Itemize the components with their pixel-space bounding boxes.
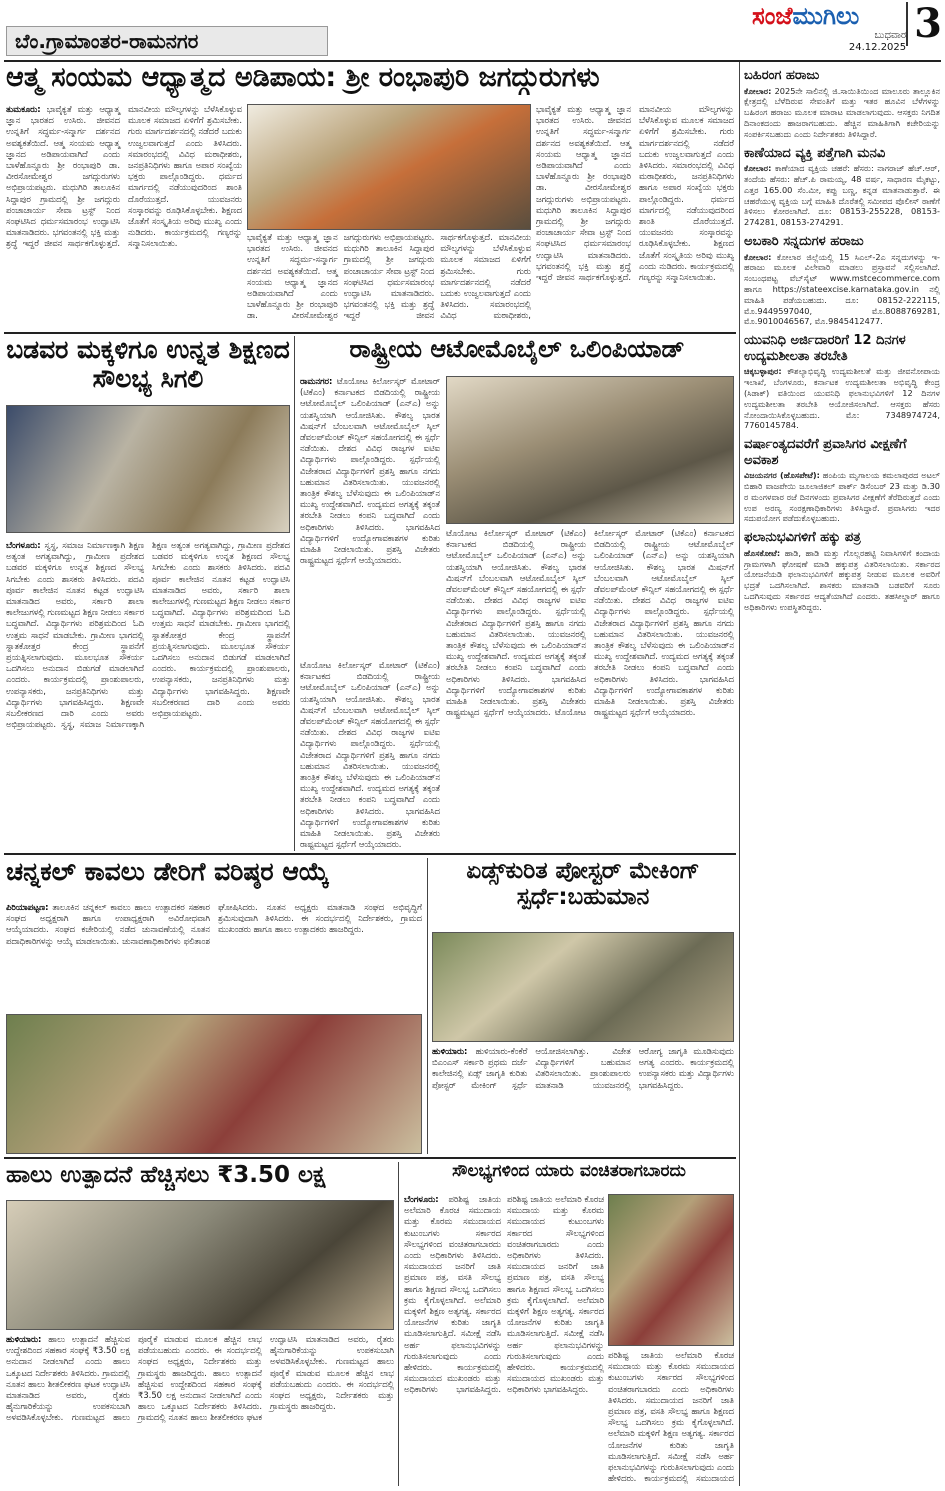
page-number: 3 xyxy=(906,2,942,46)
sidebar-item-zoo xyxy=(744,437,940,524)
milk-headline: ಹಾಲು ಉತ್ಪಾದನೆ ಹೆಚ್ಚಿಸಲು ₹3.50 ಲಕ್ಷ xyxy=(6,1162,326,1188)
sidebar-headline: ಕಾಣೆಯಾದ ವ್ಯಕ್ತಿ ಪತ್ತೆಗಾಗಿ ಮನವಿ xyxy=(744,145,886,161)
sidebar-item-auction xyxy=(744,68,940,140)
sidebar-text: ವಿಜಯನಗರ (ಹೊಸಪೇಟೆ): ಹಂಪಿಯ ಮೃಗಾಲಯ ಕಮಲಾಪುರದ ಅಟಲ್ ಬಿಹಾರಿ ವಾಜಪೇಯಿ ಜೂಲಾಜಿಕಲ್ ಪಾರ್ಕ್ ಡಿಸೆಂಬರ್ 23 ಮತ್ತು ಡಿ.30 ರ ಮಂಗಳವಾರ ರಜೆ ದಿನಗಳಂದು ಪ್ರವಾಸಿಗರ ವೀಕ್ಷಣೆಗೆ ತೆರೆದಿರುತ್ತದೆ ಎಂದು ಉಪ ಅರಣ್ಯ ಸಂರಕ್ಷಣಾಧಿಕಾರಿಗಳು ತಿಳಿಸಿದ್ದಾರೆ. ಪ್ರವಾಸಿಗರು ಇದರ ಸದುಪಯೋಗ ಪಡೆದುಕೊಳ್ಳಬಹುದು. xyxy=(744,470,940,524)
brand-logo: ಸಂಜೆಮುಗಿಲು xyxy=(752,2,860,30)
sidebar-headline: ಫಲಾನುಭವಿಗಳಿಗೆ ಹಕ್ಕು ಪತ್ರ xyxy=(744,530,861,546)
sidebar-text: ಚಿಕ್ಕಬಳ್ಳಾಪುರ: ಕೌಶಲ್ಯಾಭಿವೃದ್ಧಿ ಉದ್ಯಮಶೀಲತೆ ಮತ್ತು ಜೀವನೋಪಾಯ ಇಲಾಖೆ, ಬೆಂಗಳೂರು, ಕರ್ನಾಟಕ ಉದ್ಯಮಶೀಲತಾ ಅಭಿವೃದ್ಧಿ ಕೇಂದ್ರ (ಸಿಡಾಕ್) ವತಿಯಿಂದ ಯುವನಿಧಿ ಫಲಾನುಭವಿಗಳಿಗೆ 12 ದಿನಗಳ ಉದ್ಯಮಶೀಲತಾ ತರಬೇತಿ ಆಯೋಜಿಸಲಾಗಿದೆ. ಆಸಕ್ತರು ಹೆಸರು ನೋಂದಾಯಿಸಿಕೊಳ್ಳಬಹುದು. ಮೊ: 7348974724, 7760145784. xyxy=(744,366,940,431)
olympiad-body-top: ರಾಮನಗರ: ಟೊಯೋಟ ಕಿರ್ಲೋಸ್ಕರ್ ಮೋಟಾರ್ (ಟಿಕೆಎಂ) ಕರ್ನಾಟಕದ ಬಿಡದಿಯಲ್ಲಿ ರಾಷ್ಟ್ರೀಯ ಆಟೋಮೊಬೈಲ್ ಒಲಿಂಪಿಯಾಡ್ (ಎನ್‌ಎ) ಅನ್ನು ಯಶಸ್ವಿಯಾಗಿ ಆಯೋಜಿಸಿತು. ಕೌಶಲ್ಯ ಭಾರತ ಮಿಷನ್‌ಗೆ ಬೆಂಬಲವಾಗಿ ಆಟೋಮೊಬೈಲ್ ಸ್ಕಿಲ್ ಡೆವಲಪ್‌ಮೆಂಟ್ ಕೌನ್ಸಿಲ್ ಸಹಯೋಗದಲ್ಲಿ ಈ ಸ್ಪರ್ಧೆ ನಡೆಯಿತು. ದೇಶದ ವಿವಿಧ ರಾಜ್ಯಗಳ ಐಟಿಐ ವಿದ್ಯಾರ್ಥಿಗಳು ಪಾಲ್ಗೊಂಡಿದ್ದರು. ಸ್ಪರ್ಧೆಯಲ್ಲಿ ವಿಜೇತರಾದ ವಿದ್ಯಾರ್ಥಿಗಳಿಗೆ ಪ್ರಶಸ್ತಿ ಹಾಗೂ ನಗದು ಬಹುಮಾನ ವಿತರಿಸಲಾಯಿತು. ಯುವಜನರಲ್ಲಿ ತಾಂತ್ರಿಕ ಕೌಶಲ್ಯ ಬೆಳೆಸುವುದು ಈ ಒಲಿಂಪಿಯಾಡ್‌ನ ಮುಖ್ಯ ಉದ್ದೇಶವಾಗಿದೆ. ಉದ್ಯಮದ ಅಗತ್ಯಕ್ಕೆ ತಕ್ಕಂತೆ ತರಬೇತಿ ನೀಡಲು ಕಂಪನಿ ಬದ್ಧವಾಗಿದೆ ಎಂದು ಅಧಿಕಾರಿಗಳು ತಿಳಿಸಿದರು. ಭಾಗವಹಿಸಿದ ವಿದ್ಯಾರ್ಥಿಗಳಿಗೆ ಉದ್ಯೋಗಾವಕಾಶಗಳ ಕುರಿತು ಮಾಹಿತಿ ನೀಡಲಾಯಿತು. ಪ್ರಶಸ್ತಿ ವಿಜೇತರು ರಾಷ್ಟ್ರಮಟ್ಟದ ಸ್ಪರ್ಧೆಗೆ ಆಯ್ಕೆಯಾದರು. xyxy=(300,376,440,566)
olympiad-headline: ರಾಷ್ಟ್ರೀಯ ಆಟೋಮೊಬೈಲ್ ಒಲಿಂಪಿಯಾಡ್ xyxy=(349,336,685,363)
issue-day: ಬುಧವಾರ xyxy=(874,30,907,41)
lead-body-continued: ಭಾವೈಕ್ಯತೆ ಮತ್ತು ಆಧ್ಯಾತ್ಮ ಜ್ಞಾನ ಭಾರತದ ಉಸಿರು. ಜೀವನದ ಉನ್ನತಿಗೆ ಸದ್ಧರ್ಮ-ಸನ್ಮಾರ್ಗ ದರ್ಶನದ ಅವಶ್ಯಕತೆಯಿದೆ. ಆತ್ಮ ಸಂಯಮ ಆಧ್ಯಾತ್ಮ ಜ್ಞಾನದ ಅಡಿಪಾಯವಾಗಿದೆ ಎಂದು ಬಾಳೆಹೊನ್ನೂರು ಶ್ರೀ ರಂಭಾಪುರಿ ಡಾ. ವೀರಸೋಮೇಶ್ವರ ಜಗದ್ಗುರುಗಳು ಅಭಿಪ್ರಾಯಪಟ್ಟರು. ಮಧುಗಿರಿ ತಾಲೂಕಿನ ಸಿದ್ದಾಪುರ ಗ್ರಾಮದಲ್ಲಿ ಶ್ರೀ ಜಗದ್ಗುರು ಪಂಚಾಚಾರ್ಯ ಸೇವಾ ಟ್ರಸ್ಟ್ ನಿಂದ ಸಂಘಟಿಸಿದ ಧರ್ಮಸಮಾರಂಭ ಉದ್ಘಾಟಿಸಿ ಮಾತನಾಡಿದರು. ಭಗವಂತನಲ್ಲಿ ಭಕ್ತಿ ಮತ್ತು ಶ್ರದ್ಧೆ ಇದ್ದರೆ ಜೀವನ ಸಾರ್ಥಕಗೊಳ್ಳುತ್ತದೆ. ಮಾನವೀಯ ಮೌಲ್ಯಗಳನ್ನು ಬೆಳೆಸಿಕೊಳ್ಳುವ ಮೂಲಕ ಸಮಾಜದ ಏಳಿಗೆಗೆ ಶ್ರಮಿಸಬೇಕು. ಗುರು ಮಾರ್ಗದರ್ಶನದಲ್ಲಿ ನಡೆದರೆ ಬದುಕು ಉಜ್ವಲವಾಗುತ್ತದೆ ಎಂದು ತಿಳಿಸಿದರು. ಸಮಾರಂಭದಲ್ಲಿ ವಿವಿಧ ಮಠಾಧೀಶರು, xyxy=(247,232,531,321)
sidebar-headline: ವರ್ಷಾಂತ್ಯದವರೆಗೆ ಪ್ರವಾಸಿಗರ ವೀಕ್ಷಣೆಗೆ ಅವಕಾಶ xyxy=(744,437,907,468)
facilities-body-left: ಬೆಂಗಳೂರು: ಪರಿಶಿಷ್ಟ ಜಾತಿಯ ಅಲೆಮಾರಿ ಕೊರಚ ಸಮುದಾಯ ಮತ್ತು ಕೊರಮ ಸಮುದಾಯದ ಕುಟುಂಬಗಳು ಸರ್ಕಾರದ ಸೌಲಭ್ಯಗಳಿಂದ ವಂಚಿತರಾಗಬಾರದು ಎಂದು ಅಧಿಕಾರಿಗಳು ತಿಳಿಸಿದರು. ಸಮುದಾಯದ ಜನರಿಗೆ ಜಾತಿ ಪ್ರಮಾಣ ಪತ್ರ, ವಸತಿ ಸೌಲಭ್ಯ ಹಾಗೂ ಶಿಕ್ಷಣದ ಸೌಲಭ್ಯ ಒದಗಿಸಲು ಕ್ರಮ ಕೈಗೊಳ್ಳಲಾಗಿದೆ. ಅಲೆಮಾರಿ ಮಕ್ಕಳಿಗೆ ಶಿಕ್ಷಣ ಅತ್ಯಗತ್ಯ. ಸರ್ಕಾರದ ಯೋಜನೆಗಳ ಕುರಿತು ಜಾಗೃತಿ ಮೂಡಿಸಲಾಗುತ್ತಿದೆ. ಸಮೀಕ್ಷೆ ನಡೆಸಿ ಅರ್ಹ ಫಲಾನುಭವಿಗಳನ್ನು ಗುರುತಿಸಲಾಗುವುದು ಎಂದು ಹೇಳಿದರು. ಕಾರ್ಯಕ್ರಮದಲ್ಲಿ ಸಮುದಾಯದ ಮುಖಂಡರು ಮತ್ತು ಅಧಿಕಾರಿಗಳು ಭಾಗವಹಿಸಿದ್ದರು. ಪರಿಶಿಷ್ಟ ಜಾತಿಯ ಅಲೆಮಾರಿ ಕೊರಚ ಸಮುದಾಯ ಮತ್ತು ಕೊರಮ ಸಮುದಾಯದ ಕುಟುಂಬಗಳು ಸರ್ಕಾರದ ಸೌಲಭ್ಯಗಳಿಂದ ವಂಚಿತರಾಗಬಾರದು ಎಂದು ಅಧಿಕಾರಿಗಳು ತಿಳಿಸಿದರು. ಸಮುದಾಯದ ಜನರಿಗೆ ಜಾತಿ ಪ್ರಮಾಣ ಪತ್ರ, ವಸತಿ ಸೌಲಭ್ಯ ಹಾಗೂ ಶಿಕ್ಷಣದ ಸೌಲಭ್ಯ ಒದಗಿಸಲು ಕ್ರಮ ಕೈಗೊಳ್ಳಲಾಗಿದೆ. ಅಲೆಮಾರಿ ಮಕ್ಕಳಿಗೆ ಶಿಕ್ಷಣ ಅತ್ಯಗತ್ಯ. ಸರ್ಕಾರದ ಯೋಜನೆಗಳ ಕುರಿತು ಜಾಗೃತಿ ಮೂಡಿಸಲಾಗುತ್ತಿದೆ. ಸಮೀಕ್ಷೆ ನಡೆಸಿ ಅರ್ಹ ಫಲಾನುಭವಿಗಳನ್ನು ಗುರುತಿಸಲಾಗುವುದು ಎಂದು ಹೇಳಿದರು. ಕಾರ್ಯಕ್ರಮದಲ್ಲಿ ಸಮುದಾಯದ ಮುಖಂಡರು ಮತ್ತು ಅಧಿಕಾರಿಗಳು ಭಾಗವಹಿಸಿದ್ದರು. xyxy=(404,1194,604,1395)
sidebar-headline: ಬಹಿರಂಗ ಹರಾಜು xyxy=(744,68,820,83)
facilities-headline: ಸೌಲಭ್ಯಗಳಿಂದ ಯಾರು ವಂಚಿತರಾಗಬಾರದು xyxy=(452,1162,686,1181)
education-photo xyxy=(6,405,290,533)
sidebar-item-yuvanidhi xyxy=(744,333,940,431)
lead-body: ತುಮಕೂರು: ಭಾವೈಕ್ಯತೆ ಮತ್ತು ಆಧ್ಯಾತ್ಮ ಜ್ಞಾನ ಭಾರತದ ಉಸಿರು. ಜೀವನದ ಉನ್ನತಿಗೆ ಸದ್ಧರ್ಮ-ಸನ್ಮಾರ್ಗ ದರ್ಶನದ ಅವಶ್ಯಕತೆಯಿದೆ. ಆತ್ಮ ಸಂಯಮ ಆಧ್ಯಾತ್ಮ ಜ್ಞಾನದ ಅಡಿಪಾಯವಾಗಿದೆ ಎಂದು ಬಾಳೆಹೊನ್ನೂರು ಶ್ರೀ ರಂಭಾಪುರಿ ಡಾ. ವೀರಸೋಮೇಶ್ವರ ಜಗದ್ಗುರುಗಳು ಅಭಿಪ್ರಾಯಪಟ್ಟರು. ಮಧುಗಿರಿ ತಾಲೂಕಿನ ಸಿದ್ದಾಪುರ ಗ್ರಾಮದಲ್ಲಿ ಶ್ರೀ ಜಗದ್ಗುರು ಪಂಚಾಚಾರ್ಯ ಸೇವಾ ಟ್ರಸ್ಟ್ ನಿಂದ ಸಂಘಟಿಸಿದ ಧರ್ಮಸಮಾರಂಭ ಉದ್ಘಾಟಿಸಿ ಮಾತನಾಡಿದರು. ಭಗವಂತನಲ್ಲಿ ಭಕ್ತಿ ಮತ್ತು ಶ್ರದ್ಧೆ ಇದ್ದರೆ ಜೀವನ ಸಾರ್ಥಕಗೊಳ್ಳುತ್ತದೆ. ಮಾನವೀಯ ಮೌಲ್ಯಗಳನ್ನು ಬೆಳೆಸಿಕೊಳ್ಳುವ ಮೂಲಕ ಸಮಾಜದ ಏಳಿಗೆಗೆ ಶ್ರಮಿಸಬೇಕು. ಗುರು ಮಾರ್ಗದರ್ಶನದಲ್ಲಿ ನಡೆದರೆ ಬದುಕು ಉಜ್ವಲವಾಗುತ್ತದೆ ಎಂದು ತಿಳಿಸಿದರು. ಸಮಾರಂಭದಲ್ಲಿ ವಿವಿಧ ಮಠಾಧೀಶರು, ಜನಪ್ರತಿನಿಧಿಗಳು ಹಾಗೂ ಅಪಾರ ಸಂಖ್ಯೆಯ ಭಕ್ತರು ಪಾಲ್ಗೊಂಡಿದ್ದರು. ಧರ್ಮದ ಮಾರ್ಗದಲ್ಲಿ ನಡೆಯುವುದರಿಂದ ಶಾಂತಿ ದೊರೆಯುತ್ತದೆ. ಯುವಜನರು ಸಂಸ್ಕಾರವನ್ನು ರೂಢಿಸಿಕೊಳ್ಳಬೇಕು. ಶಿಕ್ಷಣದ ಜೊತೆಗೆ ಸಂಸ್ಕೃತಿಯ ಅರಿವು ಮುಖ್ಯ ಎಂದು ನುಡಿದರು. ಕಾರ್ಯಕ್ರಮದಲ್ಲಿ ಗಣ್ಯರನ್ನು ಸನ್ಮಾನಿಸಲಾಯಿತು. xyxy=(6,104,242,249)
olympiad-body-bottom: ಟೊಯೋಟ ಕಿರ್ಲೋಸ್ಕರ್ ಮೋಟಾರ್ (ಟಿಕೆಎಂ) ಕರ್ನಾಟಕದ ಬಿಡದಿಯಲ್ಲಿ ರಾಷ್ಟ್ರೀಯ ಆಟೋಮೊಬೈಲ್ ಒಲಿಂಪಿಯಾಡ್ (ಎನ್‌ಎ) ಅನ್ನು ಯಶಸ್ವಿಯಾಗಿ ಆಯೋಜಿಸಿತು. ಕೌಶಲ್ಯ ಭಾರತ ಮಿಷನ್‌ಗೆ ಬೆಂಬಲವಾಗಿ ಆಟೋಮೊಬೈಲ್ ಸ್ಕಿಲ್ ಡೆವಲಪ್‌ಮೆಂಟ್ ಕೌನ್ಸಿಲ್ ಸಹಯೋಗದಲ್ಲಿ ಈ ಸ್ಪರ್ಧೆ ನಡೆಯಿತು. ದೇಶದ ವಿವಿಧ ರಾಜ್ಯಗಳ ಐಟಿಐ ವಿದ್ಯಾರ್ಥಿಗಳು ಪಾಲ್ಗೊಂಡಿದ್ದರು. ಸ್ಪರ್ಧೆಯಲ್ಲಿ ವಿಜೇತರಾದ ವಿದ್ಯಾರ್ಥಿಗಳಿಗೆ ಪ್ರಶಸ್ತಿ ಹಾಗೂ ನಗದು ಬಹುಮಾನ ವಿತರಿಸಲಾಯಿತು. ಯುವಜನರಲ್ಲಿ ತಾಂತ್ರಿಕ ಕೌಶಲ್ಯ ಬೆಳೆಸುವುದು ಈ ಒಲಿಂಪಿಯಾಡ್‌ನ ಮುಖ್ಯ ಉದ್ದೇಶವಾಗಿದೆ. ಉದ್ಯಮದ ಅಗತ್ಯಕ್ಕೆ ತಕ್ಕಂತೆ ತರಬೇತಿ ನೀಡಲು ಕಂಪನಿ ಬದ್ಧವಾಗಿದೆ ಎಂದು ಅಧಿಕಾರಿಗಳು ತಿಳಿಸಿದರು. ಭಾಗವಹಿಸಿದ ವಿದ್ಯಾರ್ಥಿಗಳಿಗೆ ಉದ್ಯೋಗಾವಕಾಶಗಳ ಕುರಿತು ಮಾಹಿತಿ ನೀಡಲಾಯಿತು. ಪ್ರಶಸ್ತಿ ವಿಜೇತರು ರಾಷ್ಟ್ರಮಟ್ಟದ ಸ್ಪರ್ಧೆಗೆ ಆಯ್ಕೆಯಾದರು. xyxy=(300,660,440,850)
dairy-photo xyxy=(6,1014,422,1154)
lead-photo xyxy=(247,104,531,230)
aids-headline: ಏಡ್ಸ್‌ಕುರಿತ ಪೋಸ್ಟರ್ ಮೇಕಿಂಗ್ ಸ್ಪರ್ಧೆ:ಬಹುಮಾನ xyxy=(466,858,700,911)
milk-photo xyxy=(6,1200,394,1330)
sidebar-headline: ಯುವನಿಧಿ ಅರ್ಜಿದಾರರಿಗೆ 12 ದಿನಗಳ ಉದ್ಯಮಶೀಲತಾ ತರಬೇತಿ xyxy=(744,333,906,364)
sidebar-item-missing-person xyxy=(744,146,940,228)
issue-date: 24.12.2025 xyxy=(848,42,907,53)
lead-body-right: ಭಾವೈಕ್ಯತೆ ಮತ್ತು ಆಧ್ಯಾತ್ಮ ಜ್ಞಾನ ಭಾರತದ ಉಸಿರು. ಜೀವನದ ಉನ್ನತಿಗೆ ಸದ್ಧರ್ಮ-ಸನ್ಮಾರ್ಗ ದರ್ಶನದ ಅವಶ್ಯಕತೆಯಿದೆ. ಆತ್ಮ ಸಂಯಮ ಆಧ್ಯಾತ್ಮ ಜ್ಞಾನದ ಅಡಿಪಾಯವಾಗಿದೆ ಎಂದು ಬಾಳೆಹೊನ್ನೂರು ಶ್ರೀ ರಂಭಾಪುರಿ ಡಾ. ವೀರಸೋಮೇಶ್ವರ ಜಗದ್ಗುರುಗಳು ಅಭಿಪ್ರಾಯಪಟ್ಟರು. ಮಧುಗಿರಿ ತಾಲೂಕಿನ ಸಿದ್ದಾಪುರ ಗ್ರಾಮದಲ್ಲಿ ಶ್ರೀ ಜಗದ್ಗುರು ಪಂಚಾಚಾರ್ಯ ಸೇವಾ ಟ್ರಸ್ಟ್ ನಿಂದ ಸಂಘಟಿಸಿದ ಧರ್ಮಸಮಾರಂಭ ಉದ್ಘಾಟಿಸಿ ಮಾತನಾಡಿದರು. ಭಗವಂತನಲ್ಲಿ ಭಕ್ತಿ ಮತ್ತು ಶ್ರದ್ಧೆ ಇದ್ದರೆ ಜೀವನ ಸಾರ್ಥಕಗೊಳ್ಳುತ್ತದೆ. ಮಾನವೀಯ ಮೌಲ್ಯಗಳನ್ನು ಬೆಳೆಸಿಕೊಳ್ಳುವ ಮೂಲಕ ಸಮಾಜದ ಏಳಿಗೆಗೆ ಶ್ರಮಿಸಬೇಕು. ಗುರು ಮಾರ್ಗದರ್ಶನದಲ್ಲಿ ನಡೆದರೆ ಬದುಕು ಉಜ್ವಲವಾಗುತ್ತದೆ ಎಂದು ತಿಳಿಸಿದರು. ಸಮಾರಂಭದಲ್ಲಿ ವಿವಿಧ ಮಠಾಧೀಶರು, ಜನಪ್ರತಿನಿಧಿಗಳು ಹಾಗೂ ಅಪಾರ ಸಂಖ್ಯೆಯ ಭಕ್ತರು ಪಾಲ್ಗೊಂಡಿದ್ದರು. ಧರ್ಮದ ಮಾರ್ಗದಲ್ಲಿ ನಡೆಯುವುದರಿಂದ ಶಾಂತಿ ದೊರೆಯುತ್ತದೆ. ಯುವಜನರು ಸಂಸ್ಕಾರವನ್ನು ರೂಢಿಸಿಕೊಳ್ಳಬೇಕು. ಶಿಕ್ಷಣದ ಜೊತೆಗೆ ಸಂಸ್ಕೃತಿಯ ಅರಿವು ಮುಖ್ಯ ಎಂದು ನುಡಿದರು. ಕಾರ್ಯಕ್ರಮದಲ್ಲಿ ಗಣ್ಯರನ್ನು ಸನ್ಮಾನಿಸಲಾಯಿತು. xyxy=(536,104,734,283)
facilities-body-right: ಪರಿಶಿಷ್ಟ ಜಾತಿಯ ಅಲೆಮಾರಿ ಕೊರಚ ಸಮುದಾಯ ಮತ್ತು ಕೊರಮ ಸಮುದಾಯದ ಕುಟುಂಬಗಳು ಸರ್ಕಾರದ ಸೌಲಭ್ಯಗಳಿಂದ ವಂಚಿತರಾಗಬಾರದು ಎಂದು ಅಧಿಕಾರಿಗಳು ತಿಳಿಸಿದರು. ಸಮುದಾಯದ ಜನರಿಗೆ ಜಾತಿ ಪ್ರಮಾಣ ಪತ್ರ, ವಸತಿ ಸೌಲಭ್ಯ ಹಾಗೂ ಶಿಕ್ಷಣದ ಸೌಲಭ್ಯ ಒದಗಿಸಲು ಕ್ರಮ ಕೈಗೊಳ್ಳಲಾಗಿದೆ. ಅಲೆಮಾರಿ ಮಕ್ಕಳಿಗೆ ಶಿಕ್ಷಣ ಅತ್ಯಗತ್ಯ. ಸರ್ಕಾರದ ಯೋಜನೆಗಳ ಕುರಿತು ಜಾಗೃತಿ ಮೂಡಿಸಲಾಗುತ್ತಿದೆ. ಸಮೀಕ್ಷೆ ನಡೆಸಿ ಅರ್ಹ ಫಲಾನುಭವಿಗಳನ್ನು ಗುರುತಿಸಲಾಗುವುದು ಎಂದು ಹೇಳಿದರು. ಕಾರ್ಯಕ್ರಮದಲ್ಲಿ ಸಮುದಾಯದ xyxy=(608,1350,734,1484)
milk-body: ಹುಳಿಯಾರು: ಹಾಲು ಉತ್ಪಾದನೆ ಹೆಚ್ಚಿಸುವ ಉದ್ದೇಶದಿಂದ ಸಹಕಾರ ಸಂಘಕ್ಕೆ ₹3.50 ಲಕ್ಷ ಅನುದಾನ ನೀಡಲಾಗಿದೆ ಎಂದು ಹಾಲು ಒಕ್ಕೂಟದ ನಿರ್ದೇಶಕರು ತಿಳಿಸಿದರು. ಗ್ರಾಮದಲ್ಲಿ ನೂತನ ಹಾಲು ಶೀತಲೀಕರಣ ಘಟಕ ಉದ್ಘಾಟಿಸಿ ಮಾತನಾಡಿದ ಅವರು, ರೈತರು ಹೈನುಗಾರಿಕೆಯನ್ನು ಉಪಕಸುಬಾಗಿ ಅಳವಡಿಸಿಕೊಳ್ಳಬೇಕು. ಗುಣಮಟ್ಟದ ಹಾಲು ಪೂರೈಕೆ ಮಾಡುವ ಮೂಲಕ ಹೆಚ್ಚಿನ ಲಾಭ ಪಡೆಯಬಹುದು ಎಂದರು. ಈ ಸಂದರ್ಭದಲ್ಲಿ ಸಂಘದ ಅಧ್ಯಕ್ಷರು, ನಿರ್ದೇಶಕರು ಮತ್ತು ಗ್ರಾಮಸ್ಥರು ಹಾಜರಿದ್ದರು. ಹಾಲು ಉತ್ಪಾದನೆ ಹೆಚ್ಚಿಸುವ ಉದ್ದೇಶದಿಂದ ಸಹಕಾರ ಸಂಘಕ್ಕೆ ₹3.50 ಲಕ್ಷ ಅನುದಾನ ನೀಡಲಾಗಿದೆ ಎಂದು ಹಾಲು ಒಕ್ಕೂಟದ ನಿರ್ದೇಶಕರು ತಿಳಿಸಿದರು. ಗ್ರಾಮದಲ್ಲಿ ನೂತನ ಹಾಲು ಶೀತಲೀಕರಣ ಘಟಕ ಉದ್ಘಾಟಿಸಿ ಮಾತನಾಡಿದ ಅವರು, ರೈತರು ಹೈನುಗಾರಿಕೆಯನ್ನು ಉಪಕಸುಬಾಗಿ ಅಳವಡಿಸಿಕೊಳ್ಳಬೇಕು. ಗುಣಮಟ್ಟದ ಹಾಲು ಪೂರೈಕೆ ಮಾಡುವ ಮೂಲಕ ಹೆಚ್ಚಿನ ಲಾಭ ಪಡೆಯಬಹುದು ಎಂದರು. ಈ ಸಂದರ್ಭದಲ್ಲಿ ಸಂಘದ ಅಧ್ಯಕ್ಷರು, ನಿರ್ದೇಶಕರು ಮತ್ತು ಗ್ರಾಮಸ್ಥರು ಹಾಜರಿದ್ದರು. xyxy=(6,1334,394,1423)
facilities-photo xyxy=(608,1194,734,1346)
sidebar-text: ಹೊಸಕೋಟೆ: ಹಾಡಿ, ಹಾಡಿ ಮತ್ತು ಗೊಲ್ಲರಹಟ್ಟಿ ನಿವಾಸಿಗಳಿಗೆ ಕಂದಾಯ ಗ್ರಾಮಗಳಾಗಿ ಘೋಷಣೆ ಮಾಡಿ ಹಕ್ಕುಪತ್ರ ವಿತರಿಸಲಾಯಿತು. ಸರ್ಕಾರದ ಯೋಜನೆಯಡಿ ಫಲಾನುಭವಿಗಳಿಗೆ ಹಕ್ಕುಪತ್ರ ನೀಡುವ ಮೂಲಕ ಅವರಿಗೆ ಭದ್ರತೆ ಒದಗಿಸಲಾಗಿದೆ. ಶಾಸಕರು ಮಾತನಾಡಿ ಬಡವರಿಗೆ ಸೂರು ಒದಗಿಸುವುದು ಸರ್ಕಾರದ ಆದ್ಯತೆಯಾಗಿದೆ ಎಂದರು. ತಹಸೀಲ್ದಾರ್ ಹಾಗೂ ಅಧಿಕಾರಿಗಳು ಉಪಸ್ಥಿತರಿದ್ದರು. xyxy=(744,547,940,612)
section-label: ಬೆಂ.ಗ್ರಾಮಾಂತರ-ರಾಮನಗರ xyxy=(6,26,328,56)
sidebar-text: ಕೋಲಾರ: ಕೋಲಾರ ಜಿಲ್ಲೆಯಲ್ಲಿ 15 ಸಿಎಲ್-2ಎ ಸನ್ನದುಗಳನ್ನು ಇ-ಹರಾಜು ಮೂಲಕ ವಿಲೇವಾರಿ ಮಾಡಲು ಪ್ರಸ್ತಾವನೆ ಸಲ್ಲಿಸಲಾಗಿದೆ. ಸಂಬಂಧಪಟ್ಟ ವೆಬ್‌ಸೈಟ್ www.mstcecommerce.com ಹಾಗೂ https://stateexcise.karnataka.gov.in ನಲ್ಲಿ ಮಾಹಿತಿ ಪಡೆಯಬಹುದು. ದೂ: 08152-222115, ಮೊ.9449597040, ಮೊ.8088769281, ಮೊ.9010046567, ಮೊ.9845412477. xyxy=(744,251,940,327)
masthead xyxy=(752,2,942,58)
sidebar-text: ಕೋಲಾರ: ಕಾಣೆಯಾದ ವ್ಯಕ್ತಿಯ ಚಹರೆ: ಹೆಸರು: ನಾಗರಾಜ್ ಹೆಚ್.ಆರ್, ತಂದೆಯ ಹೆಸರು: ಹೆಚ್.ಪಿ ರಾಮಯ್ಯ, 48 ವರ್ಷ, ಸಾಧಾರಣ ಮೈಕಟ್ಟು, ಎತ್ತರ 165.00 ಸೆಂ.ಮೀ, ಕಪ್ಪು ಬಣ್ಣ, ಕನ್ನಡ ಮಾತನಾಡುತ್ತಾರೆ. ಈ ಚಹರೆಯುಳ್ಳ ವ್ಯಕ್ತಿಯ ಬಗ್ಗೆ ಮಾಹಿತಿ ದೊರೆತಲ್ಲಿ ಸಮೀಪದ ಪೊಲೀಸ್ ಠಾಣೆಗೆ ತಿಳಿಸಲು ಕೋರಲಾಗಿದೆ. ದೂ: 08153-255228, 08153-274281, 08153-274291. xyxy=(744,163,940,228)
sidebar-text: ಕೋಲಾರ: 2025ನೇ ಸಾಲಿನಲ್ಲಿ ಜಿ.ಸಾಯಿತಿಯಿಂದ ಮಾಲೂರು ತಾಲ್ಲೂಕಿನ ಕ್ಷೇತ್ರದಲ್ಲಿ ಬೆಳೆದಿರುವ ಸೇವಂತಿಗೆ ಮತ್ತು ಇತರ ಹೂವಿನ ಬೆಳೆಗಳನ್ನು ಬಹಿರಂಗ ಹರಾಜು ಮೂಲಕ ಮಾರಾಟ ಮಾಡಲಾಗುವುದು. ಆಸಕ್ತರು ನಿಗದಿತ ದಿನಾಂಕದಂದು ಹಾಜರಾಗಬಹುದು. ಹೆಚ್ಚಿನ ಮಾಹಿತಿಗಾಗಿ ಕಚೇರಿಯನ್ನು ಸಂಪರ್ಕಿಸಬಹುದು ಎಂದು ನಿರ್ದೇಶಕರು ತಿಳಿಸಿದ್ದಾರೆ. xyxy=(744,85,940,139)
sidebar xyxy=(744,62,940,1486)
education-body: ಬೆಂಗಳೂರು: ಸ್ವಸ್ಥ, ಸಮಾಜ ನಿರ್ಮಾಣಕ್ಕಾಗಿ ಶಿಕ್ಷಣ ಅತ್ಯಂತ ಅಗತ್ಯವಾಗಿದ್ದು, ಗ್ರಾಮೀಣ ಪ್ರದೇಶದ ಬಡವರ ಮಕ್ಕಳಿಗೂ ಉನ್ನತ ಶಿಕ್ಷಣದ ಸೌಲಭ್ಯ ಸಿಗಬೇಕು ಎಂದು ಶಾಸಕರು ತಿಳಿಸಿದರು. ಪದವಿ ಪೂರ್ವ ಕಾಲೇಜಿನ ನೂತನ ಕಟ್ಟಡ ಉದ್ಘಾಟಿಸಿ ಮಾತನಾಡಿದ ಅವರು, ಸರ್ಕಾರಿ ಶಾಲಾ ಕಾಲೇಜುಗಳಲ್ಲಿ ಗುಣಮಟ್ಟದ ಶಿಕ್ಷಣ ನೀಡಲು ಸರ್ಕಾರ ಬದ್ಧವಾಗಿದೆ. ವಿದ್ಯಾರ್ಥಿಗಳು ಪರಿಶ್ರಮದಿಂದ ಓದಿ ಉತ್ತಮ ಸಾಧನೆ ಮಾಡಬೇಕು. ಗ್ರಾಮೀಣ ಭಾಗದಲ್ಲಿ ಸ್ನಾತಕೋತ್ತರ ಕೇಂದ್ರ ಸ್ಥಾಪನೆಗೆ ಪ್ರಯತ್ನಿಸಲಾಗುವುದು. ಮೂಲಭೂತ ಸೌಕರ್ಯ ಒದಗಿಸಲು ಅನುದಾನ ಬಿಡುಗಡೆ ಮಾಡಲಾಗಿದೆ ಎಂದರು. ಕಾರ್ಯಕ್ರಮದಲ್ಲಿ ಪ್ರಾಂಶುಪಾಲರು, ಉಪನ್ಯಾಸಕರು, ಜನಪ್ರತಿನಿಧಿಗಳು ಮತ್ತು ವಿದ್ಯಾರ್ಥಿಗಳು ಭಾಗವಹಿಸಿದ್ದರು. ಶಿಕ್ಷಣವೇ ಸಬಲೀಕರಣದ ದಾರಿ ಎಂದು ಅವರು ಅಭಿಪ್ರಾಯಪಟ್ಟರು. ಸ್ವಸ್ಥ, ಸಮಾಜ ನಿರ್ಮಾಣಕ್ಕಾಗಿ ಶಿಕ್ಷಣ ಅತ್ಯಂತ ಅಗತ್ಯವಾಗಿದ್ದು, ಗ್ರಾಮೀಣ ಪ್ರದೇಶದ ಬಡವರ ಮಕ್ಕಳಿಗೂ ಉನ್ನತ ಶಿಕ್ಷಣದ ಸೌಲಭ್ಯ ಸಿಗಬೇಕು ಎಂದು ಶಾಸಕರು ತಿಳಿಸಿದರು. ಪದವಿ ಪೂರ್ವ ಕಾಲೇಜಿನ ನೂತನ ಕಟ್ಟಡ ಉದ್ಘಾಟಿಸಿ ಮಾತನಾಡಿದ ಅವರು, ಸರ್ಕಾರಿ ಶಾಲಾ ಕಾಲೇಜುಗಳಲ್ಲಿ ಗುಣಮಟ್ಟದ ಶಿಕ್ಷಣ ನೀಡಲು ಸರ್ಕಾರ ಬದ್ಧವಾಗಿದೆ. ವಿದ್ಯಾರ್ಥಿಗಳು ಪರಿಶ್ರಮದಿಂದ ಓದಿ ಉತ್ತಮ ಸಾಧನೆ ಮಾಡಬೇಕು. ಗ್ರಾಮೀಣ ಭಾಗದಲ್ಲಿ ಸ್ನಾತಕೋತ್ತರ ಕೇಂದ್ರ ಸ್ಥಾಪನೆಗೆ ಪ್ರಯತ್ನಿಸಲಾಗುವುದು. ಮೂಲಭೂತ ಸೌಕರ್ಯ ಒದಗಿಸಲು ಅನುದಾನ ಬಿಡುಗಡೆ ಮಾಡಲಾಗಿದೆ ಎಂದರು. ಕಾರ್ಯಕ್ರಮದಲ್ಲಿ ಪ್ರಾಂಶುಪಾಲರು, ಉಪನ್ಯಾಸಕರು, ಜನಪ್ರತಿನಿಧಿಗಳು ಮತ್ತು ವಿದ್ಯಾರ್ಥಿಗಳು ಭಾಗವಹಿಸಿದ್ದರು. ಶಿಕ್ಷಣವೇ ಸಬಲೀಕರಣದ ದಾರಿ ಎಂದು ಅವರು ಅಭಿಪ್ರಾಯಪಟ್ಟರು. xyxy=(6,540,290,730)
aids-photo xyxy=(432,932,734,1042)
dairy-body: ಪಿರಿಯಾಪಟ್ಟಣ: ತಾಲೂಕಿನ ಚನ್ನಕಲ್ ಕಾವಲು ಹಾಲು ಉತ್ಪಾದಕರ ಸಹಕಾರ ಸಂಘದ ಅಧ್ಯಕ್ಷರಾಗಿ ಹಾಗೂ ಉಪಾಧ್ಯಕ್ಷರಾಗಿ ಅವಿರೋಧವಾಗಿ ಆಯ್ಕೆಯಾದರು. ಸಂಘದ ಕಚೇರಿಯಲ್ಲಿ ನಡೆದ ಚುನಾವಣೆಯಲ್ಲಿ ನೂತನ ಪದಾಧಿಕಾರಿಗಳನ್ನು ಆಯ್ಕೆ ಮಾಡಲಾಯಿತು. ಚುನಾವಣಾಧಿಕಾರಿಗಳು ಫಲಿತಾಂಶ ಘೋಷಿಸಿದರು. ನೂತನ ಅಧ್ಯಕ್ಷರು ಮಾತನಾಡಿ ಸಂಘದ ಅಭಿವೃದ್ಧಿಗೆ ಶ್ರಮಿಸುವುದಾಗಿ ತಿಳಿಸಿದರು. ಈ ಸಂದರ್ಭದಲ್ಲಿ ನಿರ್ದೇಶಕರು, ಗ್ರಾಮದ ಮುಖಂಡರು ಹಾಗೂ ಹಾಲು ಉತ್ಪಾದಕರು ಹಾಜರಿದ್ದರು. xyxy=(6,902,422,946)
dairy-headline: ಚನ್ನಕಲ್ ಕಾವಲು ಡೇರಿಗೆ ವರಿಷ್ಠರ ಆಯ್ಕೆ xyxy=(6,858,329,886)
olympiad-photo xyxy=(446,376,734,524)
olympiad-body-mid: ಟೊಯೋಟ ಕಿರ್ಲೋಸ್ಕರ್ ಮೋಟಾರ್ (ಟಿಕೆಎಂ) ಕರ್ನಾಟಕದ ಬಿಡದಿಯಲ್ಲಿ ರಾಷ್ಟ್ರೀಯ ಆಟೋಮೊಬೈಲ್ ಒಲಿಂಪಿಯಾಡ್ (ಎನ್‌ಎ) ಅನ್ನು ಯಶಸ್ವಿಯಾಗಿ ಆಯೋಜಿಸಿತು. ಕೌಶಲ್ಯ ಭಾರತ ಮಿಷನ್‌ಗೆ ಬೆಂಬಲವಾಗಿ ಆಟೋಮೊಬೈಲ್ ಸ್ಕಿಲ್ ಡೆವಲಪ್‌ಮೆಂಟ್ ಕೌನ್ಸಿಲ್ ಸಹಯೋಗದಲ್ಲಿ ಈ ಸ್ಪರ್ಧೆ ನಡೆಯಿತು. ದೇಶದ ವಿವಿಧ ರಾಜ್ಯಗಳ ಐಟಿಐ ವಿದ್ಯಾರ್ಥಿಗಳು ಪಾಲ್ಗೊಂಡಿದ್ದರು. ಸ್ಪರ್ಧೆಯಲ್ಲಿ ವಿಜೇತರಾದ ವಿದ್ಯಾರ್ಥಿಗಳಿಗೆ ಪ್ರಶಸ್ತಿ ಹಾಗೂ ನಗದು ಬಹುಮಾನ ವಿತರಿಸಲಾಯಿತು. ಯುವಜನರಲ್ಲಿ ತಾಂತ್ರಿಕ ಕೌಶಲ್ಯ ಬೆಳೆಸುವುದು ಈ ಒಲಿಂಪಿಯಾಡ್‌ನ ಮುಖ್ಯ ಉದ್ದೇಶವಾಗಿದೆ. ಉದ್ಯಮದ ಅಗತ್ಯಕ್ಕೆ ತಕ್ಕಂತೆ ತರಬೇತಿ ನೀಡಲು ಕಂಪನಿ ಬದ್ಧವಾಗಿದೆ ಎಂದು ಅಧಿಕಾರಿಗಳು ತಿಳಿಸಿದರು. ಭಾಗವಹಿಸಿದ ವಿದ್ಯಾರ್ಥಿಗಳಿಗೆ ಉದ್ಯೋಗಾವಕಾಶಗಳ ಕುರಿತು ಮಾಹಿತಿ ನೀಡಲಾಯಿತು. ಪ್ರಶಸ್ತಿ ವಿಜೇತರು ರಾಷ್ಟ್ರಮಟ್ಟದ ಸ್ಪರ್ಧೆಗೆ ಆಯ್ಕೆಯಾದರು. ಟೊಯೋಟ ಕಿರ್ಲೋಸ್ಕರ್ ಮೋಟಾರ್ (ಟಿಕೆಎಂ) ಕರ್ನಾಟಕದ ಬಿಡದಿಯಲ್ಲಿ ರಾಷ್ಟ್ರೀಯ ಆಟೋಮೊಬೈಲ್ ಒಲಿಂಪಿಯಾಡ್ (ಎನ್‌ಎ) ಅನ್ನು ಯಶಸ್ವಿಯಾಗಿ ಆಯೋಜಿಸಿತು. ಕೌಶಲ್ಯ ಭಾರತ ಮಿಷನ್‌ಗೆ ಬೆಂಬಲವಾಗಿ ಆಟೋಮೊಬೈಲ್ ಸ್ಕಿಲ್ ಡೆವಲಪ್‌ಮೆಂಟ್ ಕೌನ್ಸಿಲ್ ಸಹಯೋಗದಲ್ಲಿ ಈ ಸ್ಪರ್ಧೆ ನಡೆಯಿತು. ದೇಶದ ವಿವಿಧ ರಾಜ್ಯಗಳ ಐಟಿಐ ವಿದ್ಯಾರ್ಥಿಗಳು ಪಾಲ್ಗೊಂಡಿದ್ದರು. ಸ್ಪರ್ಧೆಯಲ್ಲಿ ವಿಜೇತರಾದ ವಿದ್ಯಾರ್ಥಿಗಳಿಗೆ ಪ್ರಶಸ್ತಿ ಹಾಗೂ ನಗದು ಬಹುಮಾನ ವಿತರಿಸಲಾಯಿತು. ಯುವಜನರಲ್ಲಿ ತಾಂತ್ರಿಕ ಕೌಶಲ್ಯ ಬೆಳೆಸುವುದು ಈ ಒಲಿಂಪಿಯಾಡ್‌ನ ಮುಖ್ಯ ಉದ್ದೇಶವಾಗಿದೆ. ಉದ್ಯಮದ ಅಗತ್ಯಕ್ಕೆ ತಕ್ಕಂತೆ ತರಬೇತಿ ನೀಡಲು ಕಂಪನಿ ಬದ್ಧವಾಗಿದೆ ಎಂದು ಅಧಿಕಾರಿಗಳು ತಿಳಿಸಿದರು. ಭಾಗವಹಿಸಿದ ವಿದ್ಯಾರ್ಥಿಗಳಿಗೆ ಉದ್ಯೋಗಾವಕಾಶಗಳ ಕುರಿತು ಮಾಹಿತಿ ನೀಡಲಾಯಿತು. ಪ್ರಶಸ್ತಿ ವಿಜೇತರು ರಾಷ್ಟ್ರಮಟ್ಟದ ಸ್ಪರ್ಧೆಗೆ ಆಯ್ಕೆಯಾದರು. xyxy=(446,528,734,718)
sidebar-item-title-deeds xyxy=(744,530,940,612)
sidebar-headline: ಅಬಕಾರಿ ಸನ್ನದುಗಳ ಹರಾಜು xyxy=(744,233,864,249)
education-headline: ಬಡವರ ಮಕ್ಕಳಿಗೂ ಉನ್ನತ ಶಿಕ್ಷಣದ ಸೌಲಭ್ಯ ಸಿಗಲಿ xyxy=(6,336,290,393)
aids-body: ಹುಳಿಯಾರು: ಹುಳಿಯಾರು-ಕೆಂಕೆರೆ ಬಿಎಂಎಸ್ ಸರ್ಕಾರಿ ಪ್ರಥಮ ದರ್ಜೆ ಕಾಲೇಜಿನಲ್ಲಿ ಏಡ್ಸ್ ಜಾಗೃತಿ ಕುರಿತು ಪೋಸ್ಟರ್ ಮೇಕಿಂಗ್ ಸ್ಪರ್ಧೆ ಆಯೋಜಿಸಲಾಗಿತ್ತು. ವಿಜೇತ ವಿದ್ಯಾರ್ಥಿಗಳಿಗೆ ಬಹುಮಾನ ವಿತರಿಸಲಾಯಿತು. ಪ್ರಾಂಶುಪಾಲರು ಮಾತನಾಡಿ ಯುವಜನರಲ್ಲಿ ಆರೋಗ್ಯ ಜಾಗೃತಿ ಮೂಡಿಸುವುದು ಅಗತ್ಯ ಎಂದರು. ಕಾರ್ಯಕ್ರಮದಲ್ಲಿ ಉಪನ್ಯಾಸಕರು ಮತ್ತು ವಿದ್ಯಾರ್ಥಿಗಳು ಭಾಗವಹಿಸಿದ್ದರು. xyxy=(432,1046,734,1090)
lead-headline: ಆತ್ಮ ಸಂಯಮ ಆಧ್ಯಾತ್ಮದ ಅಡಿಪಾಯ: ಶ್ರೀ ರಂಭಾಪುರಿ ಜಗದ್ಗುರುಗಳು xyxy=(6,62,600,93)
sidebar-item-excise-auction xyxy=(744,234,940,327)
